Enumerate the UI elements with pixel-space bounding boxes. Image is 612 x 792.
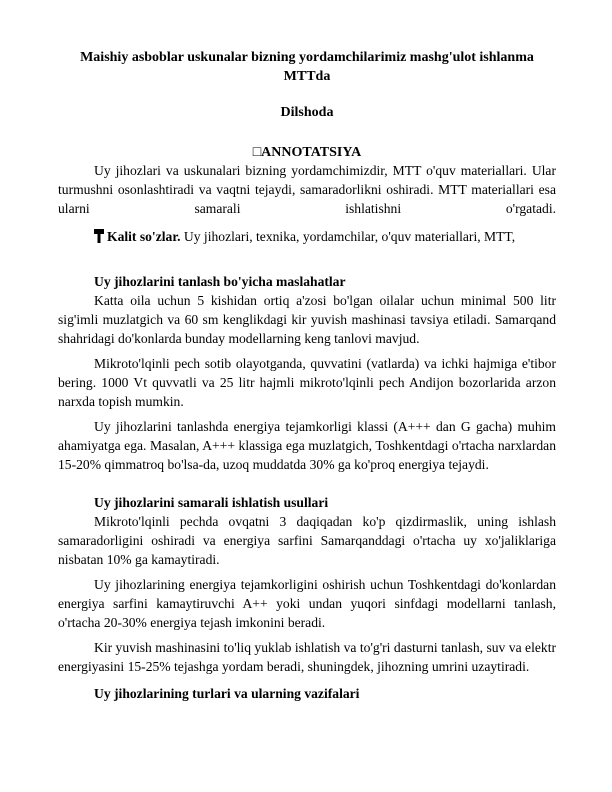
pin-icon — [94, 229, 104, 243]
annotation-text: Uy jihozlari va uskunalari bizning yordamchimizdir, MTT o'quv materiallari. Ular turmushni osonlashtiradi va vaqtni tejaydi, samaradorlikni oshiradi. MTT materiallari esa ularni samarali ishlatishni o'rgatadi. — [58, 163, 556, 216]
section-heading: Uy jihozlarini tanlash bo'yicha maslahatlar — [94, 274, 346, 289]
section-paragraph: Uy jihozlarining energiya tejamkorligini oshirish uchun Toshkentdagi do'konlardan energiya sarfini kamaytiruvchi A++ yoki undan yuqori sinfdagi modellarni tanlash, o'rtacha 20-30% energiya tejash imkonini beradi. — [58, 577, 556, 630]
document-page — [58, 48, 556, 703]
author-name: Dilshoda — [280, 105, 334, 120]
section-heading: Uy jihozlarini samarali ishlatish usullari — [94, 495, 329, 510]
annotation-heading — [58, 144, 556, 161]
annotation-heading-label: ANNOTATSIYA — [261, 145, 362, 160]
section-paragraph: Mikroto'lqinli pechda ovqatni 3 daqiqadan ko'p qizdirmaslik, uning ishlash samaradorligini oshiradi va energiya sarfini Samarqanddagi o'rtacha uy xo'jaliklariga nisbatan 10% ga kamaytiradi. — [58, 514, 556, 567]
section-heading: Uy jihozlarining turlari va ularning vazifalari — [94, 686, 360, 701]
section-paragraph: Kir yuvish mashinasini to'liq yuklab ishlatish va to'g'ri dasturni tanlash, suv va elektr energiyasini 15-25% tejashga yordam beradi, shuningdek, jihozning umrini uzaytiradi. — [58, 640, 556, 674]
placeholder-box-icon: □ — [252, 145, 262, 160]
section-paragraph: Mikroto'lqinli pech sotib olayotganda, quvvatini (vatlarda) va ichki hajmiga e'tibor bering. 1000 Vt quvvatli va 25 litr hajmli mikroto'lqinli pech Andijon bozorlarida arzon narxda topish mumkin. — [58, 356, 556, 409]
keywords-line — [58, 227, 556, 246]
section-paragraph: Uy jihozlarini tanlashda energiya tejamkorligi klassi (A+++ dan G gacha) muhim ahamiyatga ega. Masalan, A+++ klassiga ega muzlatgich, Toshkentdagi o'rtacha narxlardan 15-20% qimmatroq bo'lsa-da, uzoq muddatda 30% ga ko'proq energiya tejaydi. — [58, 419, 556, 472]
section-paragraph: Katta oila uchun 5 kishidan ortiq a'zosi bo'lgan oilalar uchun minimal 500 litr sig'imli muzlatgich va 60 sm kenglikdagi kir yuvish mashinasi tavsiya etiladi. Samarqand shahridagi do'konlarda bunday modellarning keng tanlovi mavjud. — [58, 293, 556, 346]
keywords-text: Uy jihozlari, texnika, yordamchilar, o'quv materiallari, MTT, — [180, 229, 516, 244]
document-title: Maishiy asboblar uskunalar bizning yordamchilarimiz mashg'ulot ishlanma MTTda — [80, 50, 534, 84]
keywords-label: Kalit so'zlar. — [107, 229, 181, 244]
